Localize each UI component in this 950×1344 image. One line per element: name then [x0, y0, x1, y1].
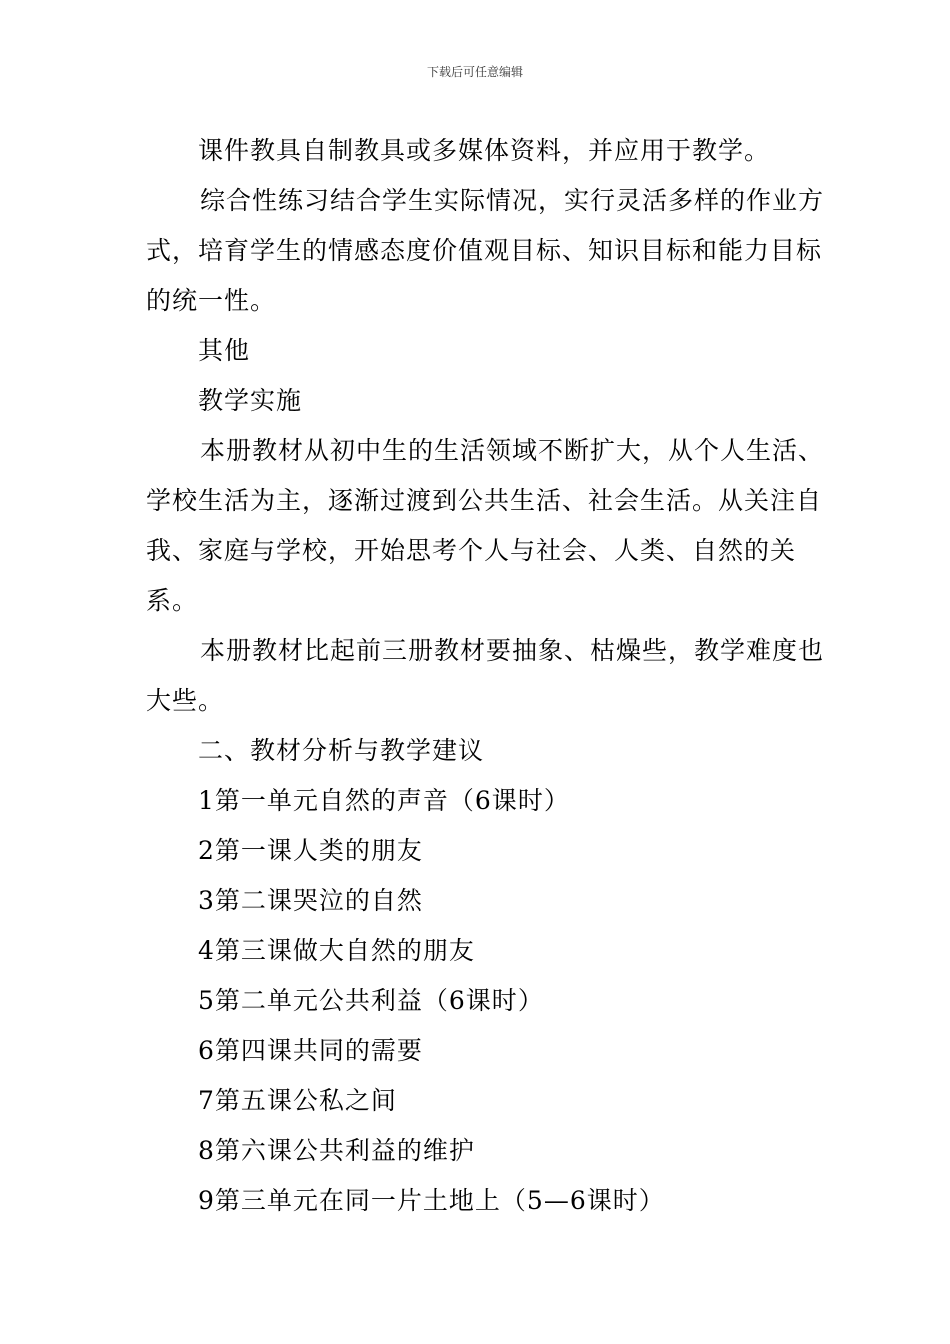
list-item-lesson-1: 2第一课人类的朋友	[198, 836, 423, 865]
document-body	[146, 126, 826, 1226]
list-item-lesson-6: 8第六课公共利益的维护	[198, 1136, 475, 1165]
section-heading-analysis: 二、教材分析与教学建议	[198, 736, 485, 765]
list-item-unit-3: 9第三单元在同一片土地上（5—6课时）	[198, 1186, 665, 1215]
list-item-lesson-4: 6第四课共同的需要	[198, 1036, 423, 1065]
paragraph-textbook-difficulty: 本册教材比起前三册教材要抽象、枯燥些，教学难度也大些。	[146, 636, 825, 715]
list-item-lesson-5: 7第五课公私之间	[198, 1086, 397, 1115]
list-item-unit-2: 5第二单元公共利益（6课时）	[198, 986, 544, 1015]
section-heading-teaching-implementation: 教学实施	[198, 386, 303, 415]
list-item-unit-1: 1第一单元自然的声音（6课时）	[198, 786, 570, 815]
paragraph-comprehensive-practice: 综合性练习结合学生实际情况，实行灵活多样的作业方式，培育学生的情感态度价值观目标、知识目标和能力目标的统一性。	[146, 186, 825, 315]
list-item-lesson-2: 3第二课哭泣的自然	[198, 886, 423, 915]
paragraph-courseware: 课件教具自制教具或多媒体资料，并应用于教学。	[198, 136, 771, 165]
paragraph-other: 其他	[198, 336, 251, 365]
page-header-note: 下载后可任意编辑	[426, 65, 523, 79]
paragraph-textbook-scope: 本册教材从初中生的生活领域不断扩大，从个人生活、学校生活为主，逐渐过渡到公共生活、社会生活。从关注自我、家庭与学校，开始思考个人与社会、人类、自然的关系。	[146, 436, 825, 615]
list-item-lesson-3: 4第三课做大自然的朋友	[198, 936, 475, 965]
